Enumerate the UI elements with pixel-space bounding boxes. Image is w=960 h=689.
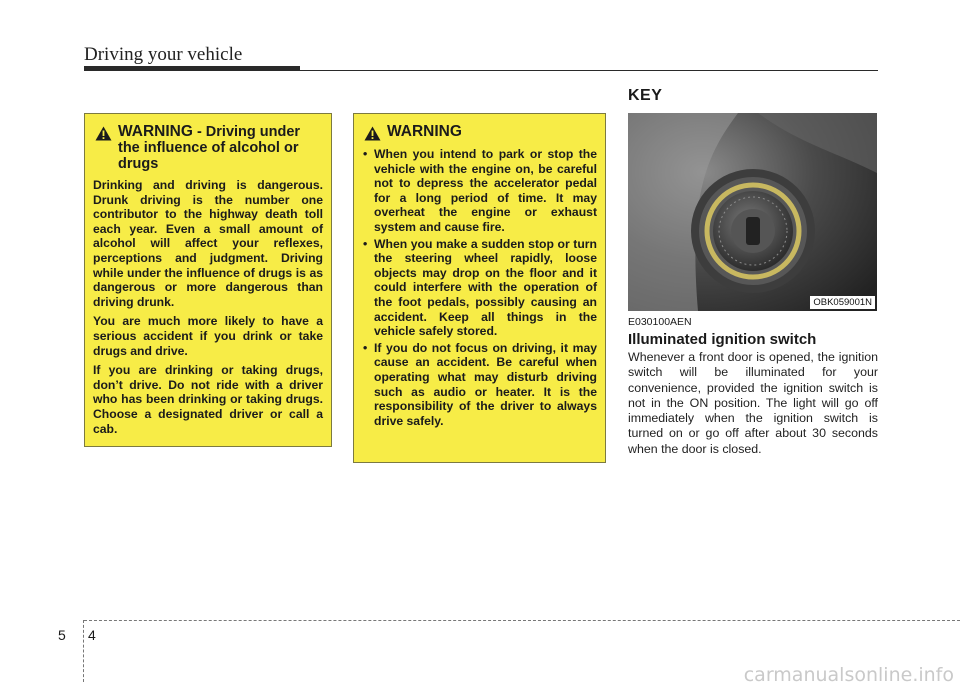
warning-bullet-list (362, 147, 597, 428)
header-rule-thick (84, 66, 300, 71)
article-body: Whenever a front door is opened, the ignition switch will be illuminated for your convenience, provided the ignition switch is not in the ON position. The light will go off immediately when the ignition switch is turned on or go off after about 30 seconds when the door is closed. (628, 350, 878, 456)
header-title: Driving your vehicle (84, 44, 243, 65)
warning-title-sub: - Driving under the influence of alcohol or drugs (118, 124, 301, 172)
footer-rule (84, 620, 960, 621)
warning-title (362, 124, 597, 141)
warning-box-alcohol (84, 113, 332, 447)
ignition-switch-illustration (628, 113, 877, 311)
page-number: 4 (88, 627, 96, 643)
warning-title (93, 124, 323, 172)
ignition-switch-photo (628, 113, 877, 311)
warning-box-driving (353, 113, 606, 463)
warning-bullet: • If you do not focus on driving, it may cause an accident. Be careful when operating what may disturb driving such as audio or heater. It is the responsibility of the driver to always drive safely. (362, 341, 597, 429)
page-chapter: 5 (58, 627, 66, 643)
article-heading: Illuminated ignition switch (628, 331, 817, 348)
header-rule-thin (300, 70, 878, 71)
warning-paragraph: You are much more likely to have a serious accident if you drink or take drugs and drive. (93, 314, 323, 358)
figure-code: OBK059001N (810, 296, 875, 309)
footer-divider (83, 620, 84, 682)
warning-triangle-icon (364, 126, 381, 141)
warning-paragraph: Drinking and driving is dangerous. Drunk driving is the number one contributor to the highway death toll each year. Even a small amount of alcohol will affect your reflexes, perceptions and judgment. Driving while under the influence of drugs is as dangerous or more dangerous than driving drunk. (93, 178, 323, 309)
warning-bullet: • When you make a sudden stop or turn the steering wheel rapidly, loose objects may drop on the floor and it could interfere with the operation of the foot pedals, possibly causing an accident. Keep all things in the vehicle safely stored. (362, 237, 597, 339)
warning-paragraph: If you are drinking or taking drugs, don’t drive. Do not ride with a driver who has been drinking or taking drugs. Choose a designated driver or call a cab. (93, 363, 323, 436)
warning-title-main: WARNING (118, 123, 193, 140)
watermark: carmanualsonline.info (743, 664, 954, 686)
warning-title-main: WARNING (387, 123, 462, 140)
warning-triangle-icon (95, 126, 112, 141)
section-heading: KEY (628, 87, 663, 104)
article-code: E030100AEN (628, 316, 692, 328)
warning-bullet: • When you intend to park or stop the vehicle with the engine on, be careful not to depress the accelerator pedal for a long period of time. It may overheat the engine or exhaust system and cause fire. (362, 147, 597, 235)
